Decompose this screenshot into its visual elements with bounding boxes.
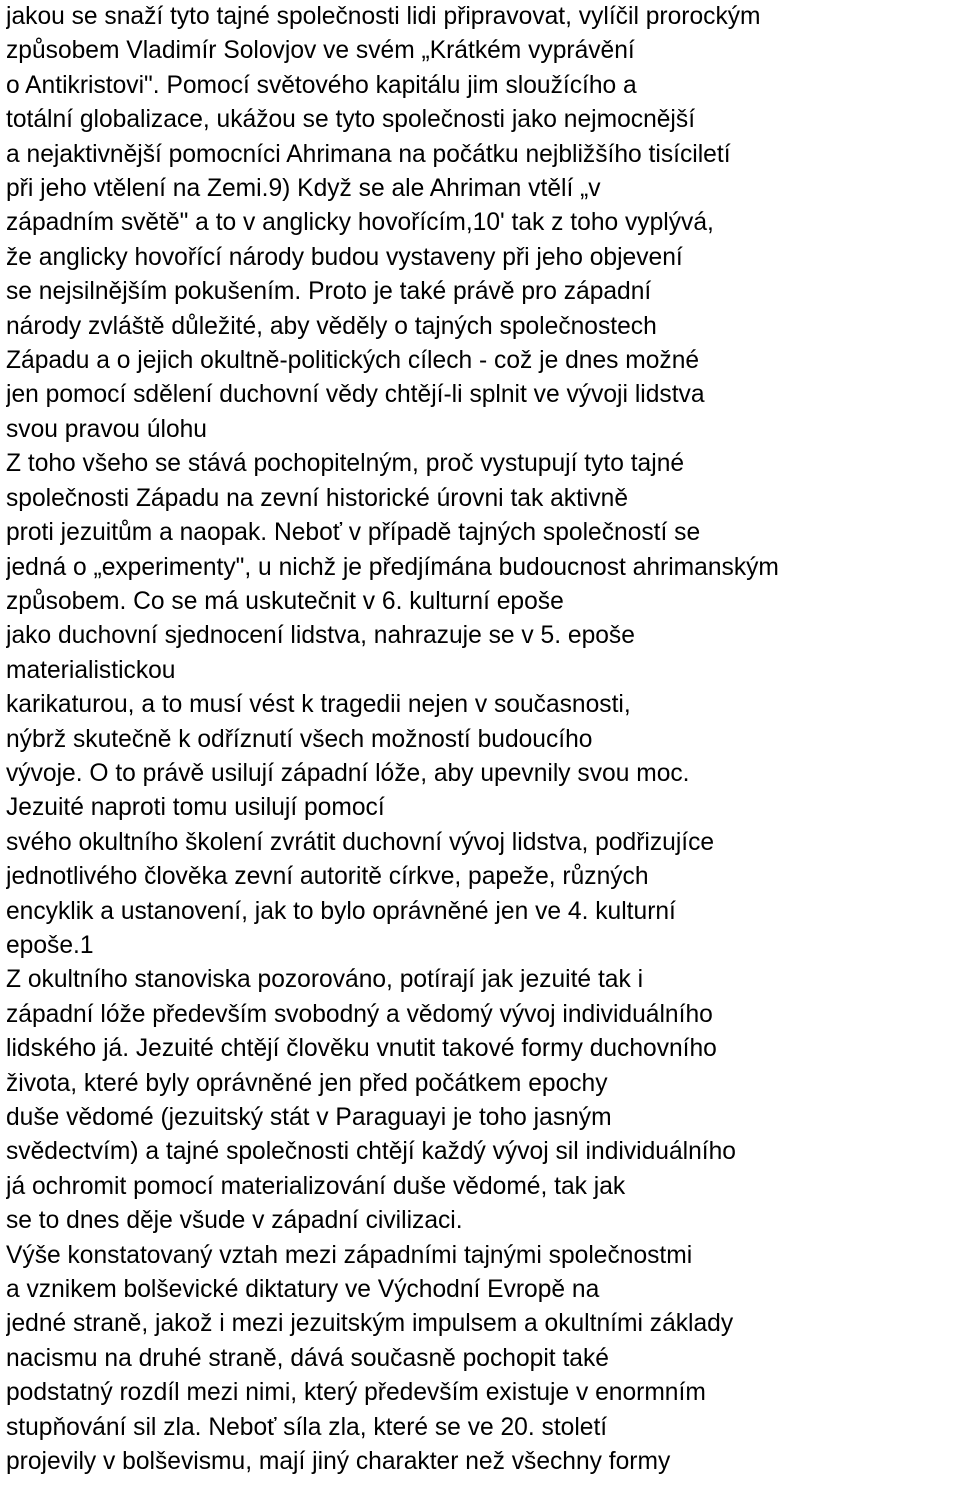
text-line: já ochromit pomocí materializování duše vědomé, tak jak	[6, 1172, 626, 1200]
text-line: způsobem. Co se má uskutečnit v 6. kulturní epoše	[6, 587, 564, 615]
text-line: západní lóže především svobodný a vědomý vývoj individuálního	[6, 1000, 713, 1028]
text-line: Výše konstatovaný vztah mezi západními tajnými společnostmi	[6, 1241, 693, 1269]
text-line: vývoje. O to právě usilují západní lóže, aby upevnily svou moc.	[6, 759, 690, 787]
text-line: podstatný rozdíl mezi nimi, který především existuje v enormním	[6, 1379, 706, 1407]
text-line: jednotlivého člověka zevní autoritě církve, papeže, různých	[6, 863, 649, 891]
text-line: epoše.1	[6, 931, 94, 959]
text-line: způsobem Vladimír Solovjov ve svém „Krátkém vyprávění	[6, 37, 635, 65]
text-line: se nejsilnějším pokušením. Proto je také právě pro západní	[6, 278, 652, 306]
text-line: života, které byly oprávněné jen před počátkem epochy	[6, 1069, 608, 1097]
text-line: nacismu na druhé straně, dává současně pochopit také	[6, 1344, 609, 1372]
text-line: jedné straně, jakož i mezi jezuitským impulsem a okultními základy	[6, 1310, 734, 1338]
text-line: lidského já. Jezuité chtějí člověku vnutit takové formy duchovního	[6, 1035, 717, 1063]
text-line: národy zvláště důležité, aby věděly o tajných společnostech	[6, 312, 657, 340]
text-line: že anglicky hovořící národy budou vystaveny při jeho objevení	[6, 243, 683, 271]
text-line: o Antikristovi". Pomocí světového kapitálu jim sloužícího a	[6, 71, 637, 99]
text-line: stupňování sil zla. Neboť síla zla, které se ve 20. století	[6, 1413, 608, 1441]
text-line: a nejaktivnější pomocníci Ahrimana na počátku nejbližšího tisíciletí	[6, 140, 731, 168]
text-line: jedná o „experimenty", u nichž je předjímána budoucnost ahrimanským	[6, 553, 779, 581]
text-line: encyklik a ustanovení, jak to bylo oprávněné jen ve 4. kulturní	[6, 897, 676, 925]
text-line: projevily v bolševismu, mají jiný charakter než všechny formy	[6, 1448, 671, 1476]
text-line: jako duchovní sjednocení lidstva, nahrazuje se v 5. epoše	[6, 622, 635, 650]
text-line: při jeho vtělení na Zemi.9) Když se ale Ahriman vtělí „v	[6, 175, 601, 203]
document-page	[6, 0, 956, 1503]
text-line: svého okultního školení zvrátit duchovní vývoj lidstva, podřizujíce	[6, 828, 715, 856]
text-line: svědectvím) a tajné společnosti chtějí každý vývoj sil individuálního	[6, 1138, 736, 1166]
text-line: Jezuité naproti tomu usilují pomocí	[6, 794, 385, 822]
text-line: nýbrž skutečně k odříznutí všech možností budoucího	[6, 725, 593, 753]
text-line: jen pomocí sdělení duchovní vědy chtějí-li splnit ve vývoji lidstva	[6, 381, 705, 409]
text-line: jakou se snaží tyto tajné společnosti lidi připravovat, vylíčil prorockým	[6, 3, 761, 30]
text-line: společnosti Západu na zevní historické úrovni tak aktivně	[6, 484, 629, 512]
text-line: Z okultního stanoviska pozorováno, potírají jak jezuité tak i	[6, 966, 644, 994]
text-line: západním světě" a to v anglicky hovořícím,10' tak z toho vyplývá,	[6, 209, 714, 237]
text-line: duše vědomé (jezuitský stát v Paraguayi je toho jasným	[6, 1104, 612, 1131]
text-line: Z toho všeho se stává pochopitelným, proč vystupují tyto tajné	[6, 450, 685, 478]
text-line: karikaturou, a to musí vést k tragedii nejen v současnosti,	[6, 691, 631, 719]
text-line: totální globalizace, ukážou se tyto společnosti jako nejmocnější	[6, 106, 696, 134]
text-line: svou pravou úlohu	[6, 415, 207, 443]
text-line: proti jezuitům a naopak. Neboť v případě tajných společností se	[6, 519, 701, 547]
text-line: materialistickou	[6, 656, 176, 684]
text-line: Západu a o jejich okultně-politických cílech - což je dnes možné	[6, 347, 700, 375]
text-line: se to dnes děje všude v západní civilizaci.	[6, 1207, 463, 1235]
text-line: a vznikem bolševické diktatury ve Východní Evropě na	[6, 1276, 600, 1304]
